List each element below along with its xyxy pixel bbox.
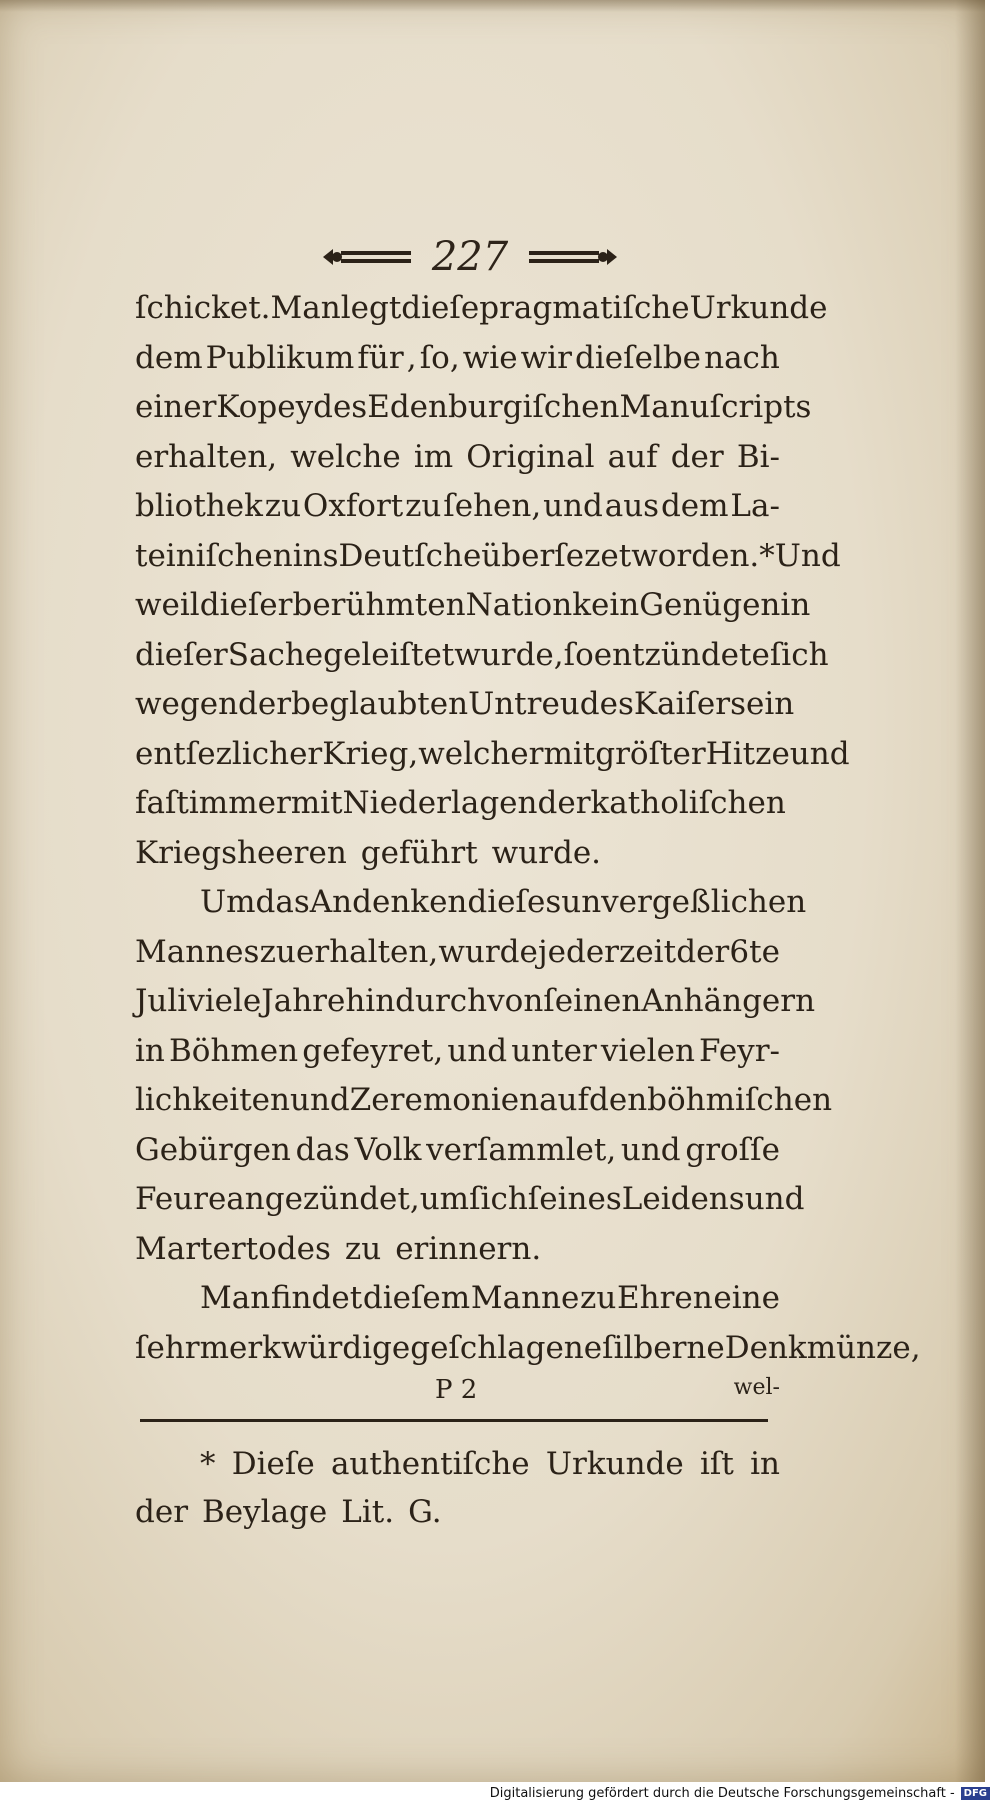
word: Böhmen (169, 1032, 299, 1069)
word: Oxfort (302, 488, 404, 524)
word: gefeyret, (302, 1032, 444, 1069)
text-line (135, 1488, 780, 1536)
word: welche (290, 438, 401, 475)
word: der (670, 438, 724, 475)
word: und (789, 735, 850, 772)
text-line (135, 482, 780, 532)
word: unter (511, 1032, 597, 1069)
text-line (135, 977, 816, 1027)
word: des (579, 686, 634, 722)
word: Denkmünze, (724, 1329, 921, 1366)
word: in (135, 1032, 165, 1069)
word: dem (135, 339, 203, 376)
word: dieſelbe (575, 339, 702, 376)
word: wegen (135, 686, 239, 722)
word: eine (713, 1280, 780, 1316)
word: beglaubten (291, 686, 469, 722)
text-line (135, 1324, 921, 1374)
word: Edenburgiſchen (367, 389, 620, 425)
word: Nation (465, 587, 573, 623)
word: dem (660, 488, 729, 524)
word: Hitze (705, 735, 790, 772)
word: hindurch (345, 983, 488, 1019)
word: Genügen (639, 587, 781, 623)
signature-mark: P 2 (435, 1375, 478, 1405)
word: und (620, 1131, 681, 1168)
word: Publikum (205, 339, 355, 376)
word: für (357, 339, 404, 376)
word: nach (704, 339, 780, 376)
word: ſilberne (602, 1329, 725, 1366)
word: ſich (469, 1181, 528, 1217)
word: Volk (354, 1131, 422, 1168)
word: Feyr- (699, 1032, 780, 1069)
word: lichkeiten (135, 1082, 290, 1118)
footnote-rule (140, 1419, 768, 1422)
word: dieſem (362, 1280, 471, 1316)
word: legt (340, 290, 402, 326)
word: Gebürgen (135, 1131, 291, 1168)
word: Kaiſers (633, 686, 746, 722)
word: viele (187, 983, 262, 1019)
word: groſſe (685, 1131, 780, 1168)
word: Krieg, (322, 735, 419, 772)
word: Original (466, 438, 595, 475)
word: Dieſe (231, 1446, 315, 1482)
word: um (419, 1181, 470, 1217)
text-line (135, 581, 811, 631)
word: jederzeit (538, 933, 677, 970)
signature-line (135, 1375, 780, 1415)
word: Juli (135, 983, 188, 1019)
word: auf (539, 1082, 589, 1118)
word: zu (580, 1280, 617, 1316)
word: ſchicket. (135, 290, 271, 326)
word: La- (730, 488, 780, 524)
word: zu (405, 488, 442, 524)
text-line (135, 680, 795, 730)
word: bliothek (135, 488, 263, 524)
word: überſezet (481, 537, 632, 574)
text-line (135, 1175, 805, 1225)
word: Kopey (216, 389, 314, 425)
word: iſt (700, 1446, 734, 1482)
word: Um (200, 884, 256, 920)
word: und (543, 488, 603, 524)
word: Kriegsheeren (135, 834, 347, 871)
page-number: 227 (431, 234, 509, 280)
word: Ehren (617, 1280, 713, 1316)
word: auf (607, 438, 658, 475)
word: Martertodes (135, 1230, 331, 1267)
word: wurde (438, 933, 538, 970)
word: Mannes (135, 933, 260, 970)
word: der (135, 1494, 189, 1530)
word: Deutſche (338, 537, 482, 574)
word: zu (264, 488, 302, 524)
word: dieſer (135, 636, 228, 673)
word: dieſe (401, 290, 480, 326)
word: zu (344, 1230, 382, 1267)
text-line (135, 1440, 780, 1488)
word: Feure (135, 1181, 227, 1217)
word: Sache (227, 636, 324, 673)
text-line (135, 532, 841, 582)
footnote (135, 1440, 780, 1536)
word: Man (200, 1280, 271, 1316)
word: ein (745, 686, 795, 722)
word: den (589, 1082, 648, 1118)
word: ſehr (135, 1329, 200, 1366)
word: das (295, 1131, 350, 1168)
word: Manuſcripts (619, 389, 812, 425)
word: Andenken (309, 884, 468, 920)
word: ſeinen (543, 983, 642, 1019)
text-line (135, 334, 780, 384)
word: erhalten, (135, 438, 278, 475)
word: Untreu (468, 686, 580, 722)
word: Und (774, 537, 841, 574)
word: zu (259, 933, 296, 970)
text-line (135, 1027, 780, 1077)
word: , (406, 339, 417, 376)
word: böhmiſchen (647, 1082, 833, 1118)
word: dieſes (467, 884, 562, 920)
word: * (200, 1446, 216, 1482)
word: weil (135, 587, 200, 623)
word: Zeremonien (349, 1082, 540, 1118)
left-ornament-icon (319, 243, 414, 271)
word: wurde, (454, 636, 564, 673)
text-line (135, 1274, 780, 1324)
word: Bi- (736, 438, 780, 475)
word: kein (572, 587, 640, 623)
word: Beylage (202, 1494, 328, 1530)
catchword: wel- (733, 1375, 780, 1400)
word: geführt (360, 834, 478, 871)
word: und (744, 1181, 805, 1217)
text-line (135, 284, 828, 334)
word: erhalten, (296, 933, 439, 970)
word: in (750, 1446, 780, 1482)
word: authentiſche (330, 1446, 530, 1482)
word: entzündete (593, 636, 770, 673)
word: geſchlagene (410, 1329, 603, 1366)
word: Leidens (621, 1181, 745, 1217)
word: im (413, 438, 454, 475)
word: und (447, 1032, 508, 1069)
word: welcher (418, 735, 544, 772)
word: gröſter (595, 735, 706, 772)
word: und (289, 1082, 350, 1118)
text-line (135, 433, 780, 483)
word: wir (520, 339, 572, 376)
word: katholiſchen (590, 785, 786, 821)
word: entſezlicher (135, 735, 323, 772)
word: merkwürdige (199, 1329, 411, 1366)
word: ſich (769, 636, 829, 673)
word: wurde. (491, 834, 602, 871)
text-line (135, 631, 829, 681)
right-ornament-icon (526, 243, 621, 271)
word: vielen (600, 1032, 695, 1069)
word: berühmten (292, 587, 466, 623)
word: ſo (563, 636, 594, 673)
dfg-logo: DFG (961, 1787, 990, 1800)
text-line (135, 779, 786, 829)
word: einer (135, 389, 217, 425)
text-line (135, 383, 812, 433)
body-text (135, 284, 921, 1373)
word: Lit. (341, 1494, 395, 1530)
word: ſehen, (443, 488, 542, 524)
text-line (135, 1126, 780, 1176)
text-line (135, 928, 780, 978)
word: in (780, 587, 811, 623)
word: von (487, 983, 544, 1019)
word: wie (462, 339, 518, 376)
digitization-credit (490, 1786, 990, 1801)
word: der (238, 686, 292, 722)
word: dieſer (199, 587, 293, 623)
word: geleiſtet (323, 636, 455, 673)
credit-text: Digitalisierung gefördert durch die Deutsche Forschungsgemeinschaft - (489, 1786, 955, 1801)
word: verſammlet, (426, 1131, 617, 1168)
word: der (676, 933, 730, 970)
word: G. (408, 1494, 442, 1530)
word: das (255, 884, 310, 920)
word: aus (604, 488, 660, 524)
word: Niederlagen (342, 785, 538, 821)
word: unvergeßlichen (561, 884, 807, 920)
text-line (135, 829, 780, 879)
text-line (135, 1225, 780, 1275)
word: ſeines (527, 1181, 622, 1217)
word: findet (270, 1280, 363, 1316)
word: Jahre (261, 983, 346, 1019)
word: Urkunde (689, 290, 828, 326)
word: pragmatiſche (479, 290, 690, 326)
word: immer (188, 785, 291, 821)
word: mit (290, 785, 343, 821)
page-header (310, 232, 630, 282)
word: Manne (470, 1280, 580, 1316)
text-line (135, 878, 807, 928)
word: Anhängern (641, 983, 816, 1019)
word: faſt (135, 785, 189, 821)
word: 6te (729, 933, 780, 970)
word: mit (543, 735, 596, 772)
word: erinnern. (395, 1230, 542, 1267)
word: Man (270, 290, 341, 326)
word: worden.* (631, 537, 775, 574)
word: ſo, (419, 339, 460, 376)
text-line (135, 1076, 833, 1126)
word: teiniſchen (135, 537, 293, 574)
word: der (537, 785, 591, 821)
text-line (135, 730, 850, 780)
word: des (313, 389, 368, 425)
word: ins (292, 537, 339, 574)
word: angezündet, (226, 1181, 420, 1217)
word: Urkunde (545, 1446, 684, 1482)
